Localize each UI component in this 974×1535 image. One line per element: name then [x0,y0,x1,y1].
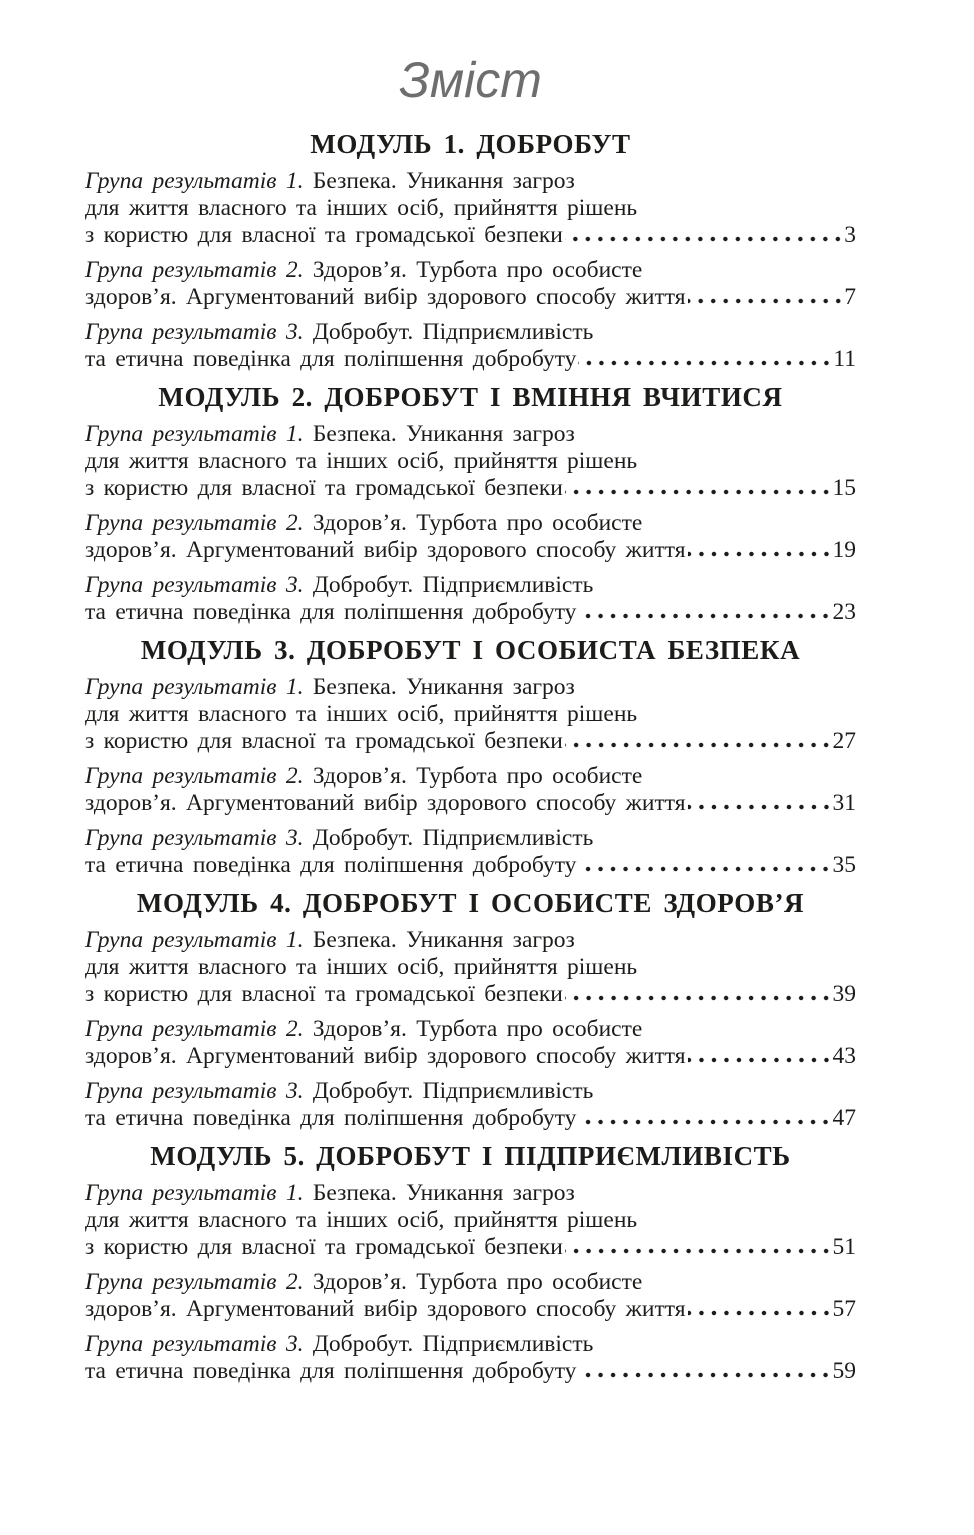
toc-line [85,1269,856,1296]
entry-group-label: Група результатів 3. [85,825,304,851]
entry-group-label: Група результатів 2. [85,1269,304,1295]
toc-line-text: Безпека. Уникання загроз [312,168,575,194]
toc-line [85,599,856,626]
page-number: 59 [832,1358,856,1384]
toc-module [85,634,856,879]
toc-module [85,128,856,373]
toc-line-text: для життя власного та інших осіб, прийняття рішень [85,954,638,980]
toc-line [85,790,856,817]
toc-entry [85,1016,856,1070]
page-number: 35 [832,852,856,878]
toc-line [85,168,856,195]
module-heading: МОДУЛЬ 4. ДОБРОБУТ І ОСОБИСТЕ ЗДОРОВ’Я [136,888,805,918]
page-number: 11 [833,346,856,372]
toc-line [85,448,856,475]
dot-leader [688,298,845,304]
toc-line-text: Добробут. Підприємливість [312,319,594,345]
dot-leader [578,360,833,366]
entry-group-label: Група результатів 3. [85,572,304,598]
toc-line-text: Безпека. Уникання загроз [312,421,575,447]
toc-entry [85,257,856,311]
toc-line-text: та етична поведінка для поліпшення добробуту [85,852,577,878]
toc-line-text: здоров’я. Аргументований вибір здорового способу життя [85,537,686,563]
toc-line-text: та етична поведінка для поліпшення добробуту [85,1105,577,1131]
toc-line [85,825,856,852]
toc-entry [85,168,856,249]
toc-entry [85,319,856,373]
dot-leader [578,1119,832,1125]
toc-line-text: здоров’я. Аргументований вибір здорового способу життя [85,790,686,816]
toc-entry [85,421,856,502]
entry-group-label: Група результатів 1. [85,168,304,194]
toc-line-text: здоров’я. Аргументований вибір здорового способу життя [85,284,686,310]
toc-line-text: для життя власного та інших осіб, прийняття рішень [85,448,638,474]
toc-line [85,728,856,755]
toc-line [85,257,856,284]
dot-leader [688,804,833,810]
toc-line [85,1105,856,1132]
toc-line-text: з користю для власної та громадської безпеки [85,222,563,248]
toc-line [85,927,856,954]
toc-entry [85,1180,856,1261]
entry-group-label: Група результатів 3. [85,319,304,345]
toc-line [85,1180,856,1207]
module-heading: МОДУЛЬ 2. ДОБРОБУТ І ВМІННЯ ВЧИТИСЯ [158,382,783,412]
toc-line-text: для життя власного та інших осіб, прийняття рішень [85,1207,638,1233]
page-number: 23 [832,599,856,625]
toc-line-text: з користю для власної та громадської безпеки [85,475,563,501]
toc-line [85,572,856,599]
toc-line [85,475,856,502]
entry-group-label: Група результатів 1. [85,1180,304,1206]
toc-line-text: для життя власного та інших осіб, прийняття рішень [85,701,638,727]
toc-entry [85,1331,856,1385]
toc-line [85,1358,856,1385]
toc-entry [85,572,856,626]
toc-line [85,852,856,879]
module-heading: МОДУЛЬ 3. ДОБРОБУТ І ОСОБИСТА БЕЗПЕКА [140,635,801,665]
toc-line-text: з користю для власної та громадської безпеки [85,1234,563,1260]
page-number: 51 [832,1234,856,1260]
toc-line [85,981,856,1008]
toc-line [85,954,856,981]
dot-leader [565,742,833,748]
entry-group-label: Група результатів 1. [85,674,304,700]
toc-line-text: Добробут. Підприємливість [312,1331,594,1357]
toc-line [85,346,856,373]
toc-line [85,1043,856,1070]
toc-line-text: з користю для власної та громадської безпеки [85,728,563,754]
toc-line-text: Безпека. Уникання загроз [312,927,575,953]
toc-line-text: Здоров’я. Турбота про особисте [312,1269,643,1295]
module-heading: МОДУЛЬ 5. ДОБРОБУТ І ПІДПРИЄМЛИВІСТЬ [150,1141,791,1171]
page-number: 27 [832,728,856,754]
toc-line-text: Здоров’я. Турбота про особисте [312,763,643,789]
dot-leader [578,1372,832,1378]
entry-group-label: Група результатів 1. [85,421,304,447]
module-heading: МОДУЛЬ 1. ДОБРОБУТ [310,129,631,159]
dot-leader [578,613,832,619]
toc-module [85,887,856,1132]
toc-line [85,1207,856,1234]
toc-module [85,1140,856,1385]
toc-entry [85,825,856,879]
page-title: Зміст [399,52,542,108]
toc-line [85,1296,856,1323]
toc-line-text: Добробут. Підприємливість [312,572,594,598]
page-number: 19 [832,537,856,563]
toc-line-text: та етична поведінка для поліпшення добробуту [85,1358,577,1384]
toc-modules [85,128,856,1385]
toc-line-text: з користю для власної та громадської безпеки [85,981,563,1007]
toc-line [85,195,856,222]
dot-leader [565,489,833,495]
page-number: 3 [844,222,856,248]
toc-module [85,381,856,626]
toc-entry [85,674,856,755]
entry-group-label: Група результатів 1. [85,927,304,953]
page-number: 57 [832,1296,856,1322]
dot-leader [688,1310,833,1316]
toc-line-text: Здоров’я. Турбота про особисте [312,510,643,536]
page-number: 39 [832,981,856,1007]
toc-line [85,537,856,564]
toc-line-text: Безпека. Уникання загроз [312,674,575,700]
toc-line [85,1331,856,1358]
entry-group-label: Група результатів 3. [85,1078,304,1104]
entry-group-label: Група результатів 2. [85,257,304,283]
toc-entry [85,1078,856,1132]
entry-group-label: Група результатів 2. [85,510,304,536]
toc-line-text: та етична поведінка для поліпшення добробуту [85,346,577,372]
toc-entry [85,927,856,1008]
toc-line-text: та етична поведінка для поліпшення добробуту [85,599,577,625]
dot-leader [688,1057,833,1063]
dot-leader [565,995,833,1001]
entry-group-label: Група результатів 2. [85,763,304,789]
toc-line [85,222,856,249]
toc-line-text: для життя власного та інших осіб, прийняття рішень [85,195,638,221]
toc-line [85,763,856,790]
toc-line-text: здоров’я. Аргументований вибір здорового способу життя [85,1296,686,1322]
toc-line-text: Добробут. Підприємливість [312,1078,594,1104]
toc-line [85,319,856,346]
toc-line [85,1234,856,1261]
toc-line-text: Безпека. Уникання загроз [312,1180,575,1206]
dot-leader [565,236,844,242]
entry-group-label: Група результатів 2. [85,1016,304,1042]
toc-line-text: Здоров’я. Турбота про особисте [312,257,643,283]
toc-entry [85,510,856,564]
toc-line-text: Здоров’я. Турбота про особисте [312,1016,643,1042]
toc-line [85,510,856,537]
page-number: 43 [832,1043,856,1069]
toc-line [85,1078,856,1105]
toc-line-text: Добробут. Підприємливість [312,825,594,851]
toc-entry [85,763,856,817]
page-number: 47 [832,1105,856,1131]
page-number: 31 [832,790,856,816]
toc-line [85,284,856,311]
toc-line [85,674,856,701]
dot-leader [688,551,833,557]
page-number: 7 [844,284,856,310]
entry-group-label: Група результатів 3. [85,1331,304,1357]
toc-line-text: здоров’я. Аргументований вибір здорового способу життя [85,1043,686,1069]
dot-leader [578,866,832,872]
toc-line [85,701,856,728]
toc-line [85,1016,856,1043]
toc-line [85,421,856,448]
dot-leader [565,1248,833,1254]
page-number: 15 [832,475,856,501]
toc-entry [85,1269,856,1323]
